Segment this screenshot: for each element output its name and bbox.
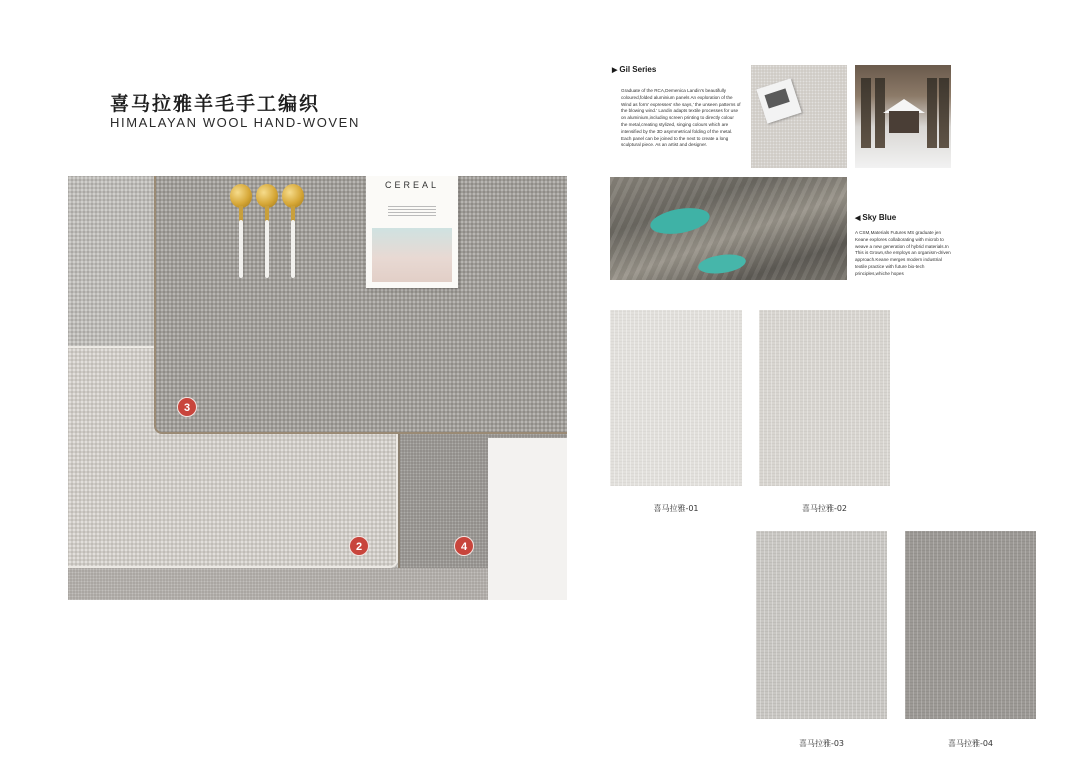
rug-bottom-strip — [68, 568, 488, 600]
badge-4: 4 — [454, 536, 474, 556]
fabric-tag-photo — [751, 65, 847, 168]
swatch-label-01: 喜马拉雅-01 — [653, 504, 699, 513]
swatch-label-02: 喜马拉雅-02 — [801, 504, 848, 513]
swatch-03 — [756, 531, 887, 719]
triangle-icon: ◀ — [855, 215, 861, 222]
cereal-magazine — [366, 176, 458, 288]
swatch-02 — [759, 310, 890, 486]
sky-blue-body: A CSM,Materials Futures MS graduate jen Keane explores collaborating with microb to weave a new generation of hybrid materials.In This is Grown,she employs an organism-driven approach.Keane merges modern industrial textile practice with future bio-tech principles,whiche hopes — [855, 230, 951, 276]
sky-blue-title: ◀ Sky Blue — [855, 213, 897, 222]
magazine-text-lines — [388, 206, 436, 216]
gil-series-body: Graduate of the RCA,Demenica Landin's beautifully coloured,folded aluminium panels An exploration of the Wind as form' expresses' she says,' the unseen patterns of the blowing wind.' Landin adapts textile processes for use on aluminium,including screen printing to directly colour the metal,creating stylized, singing colours which are intensified by the 3D asymmetrical folding of the metal. Each panel can be joined to the next to create a long sculptural piece. As an artist and designer. — [621, 88, 741, 148]
snow-cabin-photo — [855, 65, 951, 168]
badge-3: 3 — [177, 397, 197, 417]
magazine-title: CEREAL — [384, 180, 439, 190]
badge-2: 2 — [349, 536, 369, 556]
hero-rug-photo — [68, 176, 567, 600]
rug-3 — [154, 176, 567, 434]
swatch-01 — [610, 310, 742, 486]
swatch-label-04: 喜马拉雅-04 — [947, 739, 994, 748]
swatch-label-03: 喜马拉雅-03 — [798, 739, 845, 748]
white-board — [488, 438, 567, 600]
page-title-cn: 喜马拉雅羊毛手工编织 — [110, 93, 321, 115]
triangle-icon: ▶ — [612, 67, 618, 74]
gold-spoon — [282, 184, 306, 280]
mountain-lake-photo — [610, 177, 847, 280]
magazine-photo — [372, 228, 452, 282]
page-title-en: HIMALAYAN WOOL HAND-WOVEN — [110, 115, 360, 130]
label-tag-icon — [756, 78, 801, 123]
gold-spoon — [256, 184, 280, 280]
gil-series-title: ▶ Gil Series — [612, 65, 657, 74]
gold-spoon — [230, 184, 254, 280]
swatch-04 — [905, 531, 1036, 719]
